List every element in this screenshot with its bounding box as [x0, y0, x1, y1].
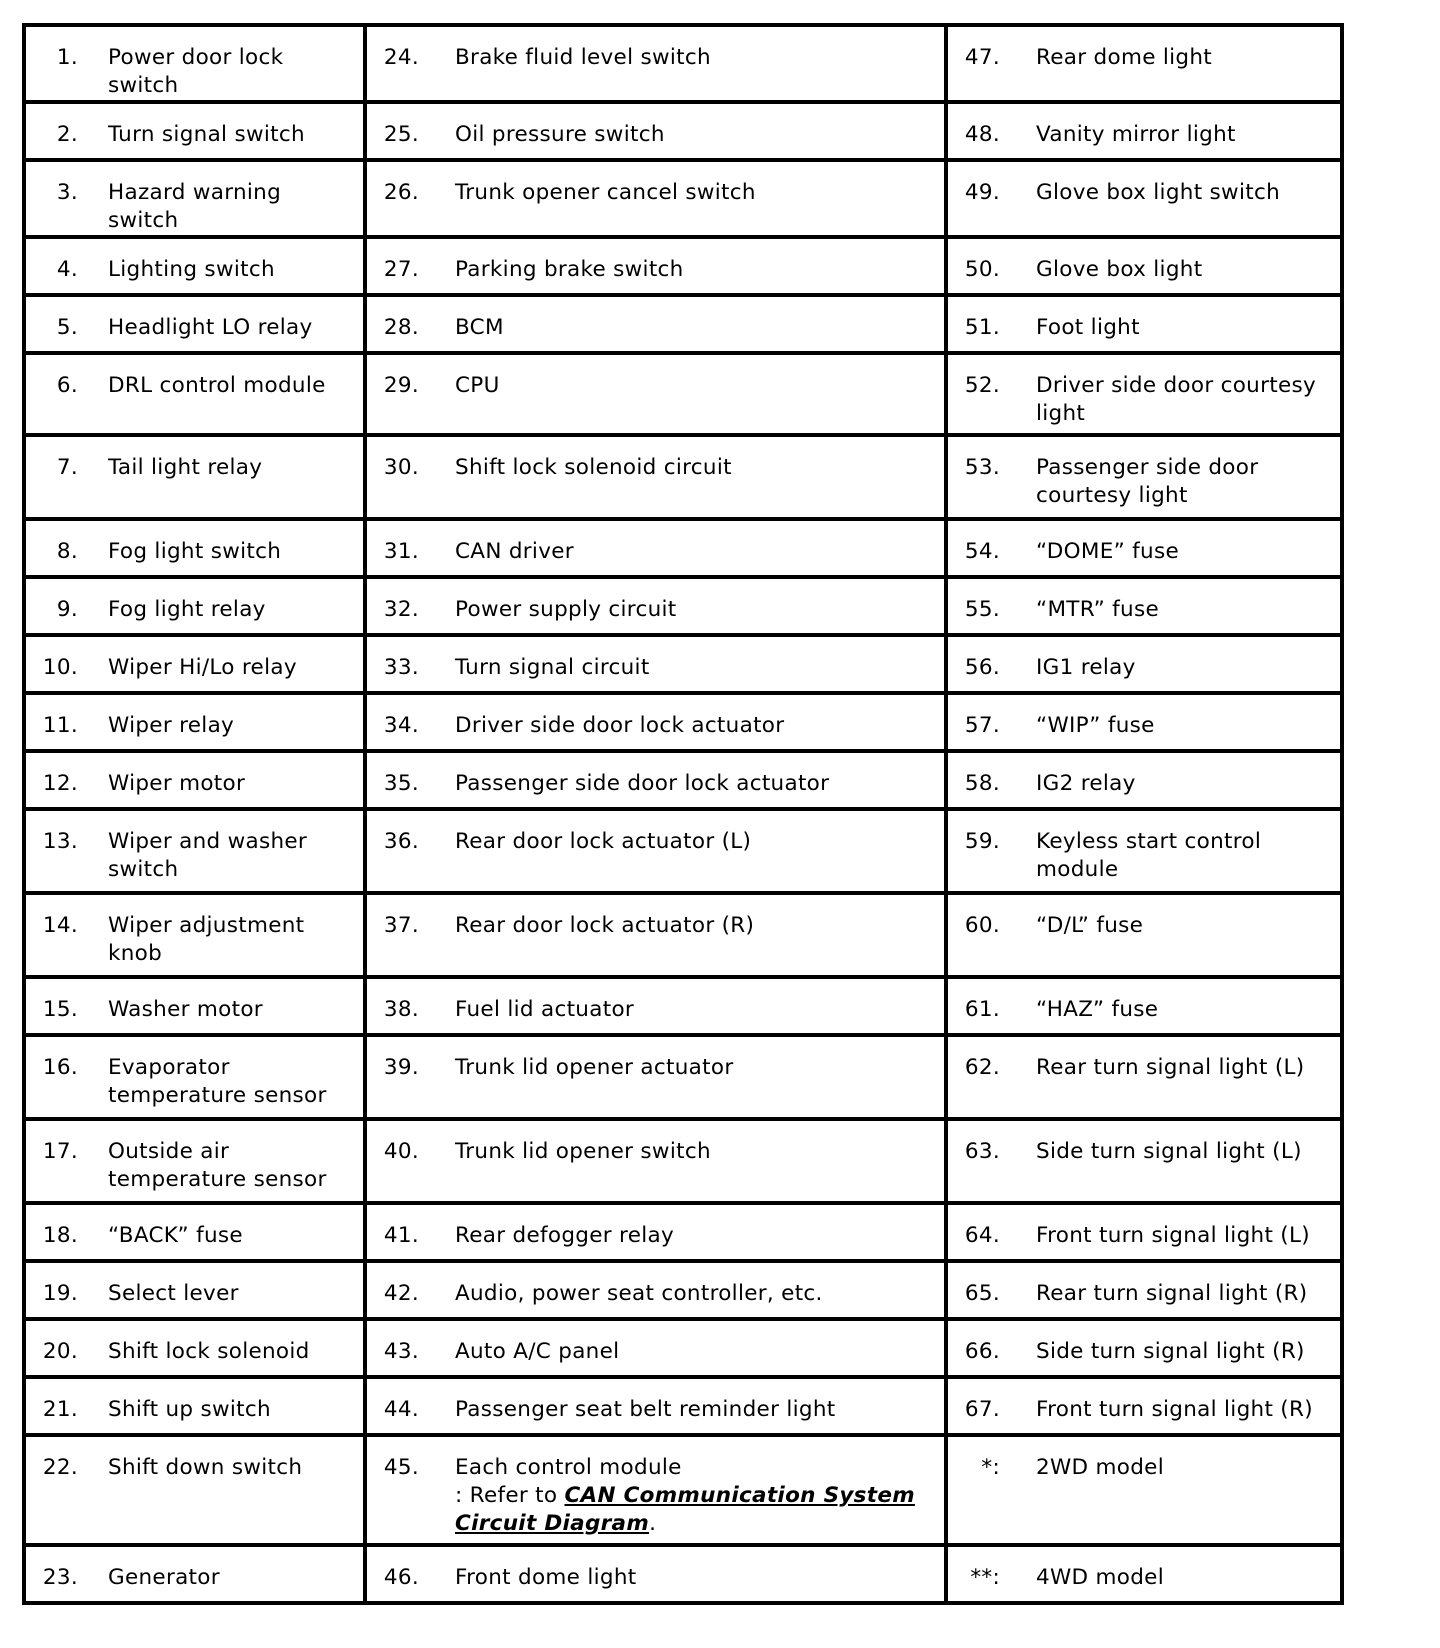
legend-cell [24, 893, 365, 977]
legend-row [24, 435, 1342, 519]
item-label: Rear dome light [1036, 45, 1213, 70]
item-number: 48. [964, 122, 1000, 147]
legend-cell [24, 1377, 365, 1435]
item-number: 52. [964, 373, 1000, 398]
item-label: Shift lock solenoid circuit [455, 455, 732, 480]
item-number: 4. [56, 257, 78, 282]
item-number: 5. [56, 315, 78, 340]
item-label: Brake fluid level switch [455, 45, 711, 70]
legend-cell [946, 435, 1342, 519]
item-label: Wiper motor [108, 771, 246, 796]
item-label: Wiper relay [108, 713, 235, 738]
legend-cell [24, 102, 365, 160]
item-label: Fuel lid actuator [455, 997, 635, 1022]
legend-row [24, 1035, 1342, 1119]
item-number: 41. [383, 1223, 419, 1248]
item-number: 6. [56, 373, 78, 398]
item-label: Front turn signal light (L) [1036, 1223, 1310, 1248]
legend-row [24, 353, 1342, 435]
item-number: 30. [383, 455, 419, 480]
item-number: 58. [964, 771, 1000, 796]
item-number: 28. [383, 315, 419, 340]
item-label: Shift down switch [108, 1455, 303, 1480]
legend-row [24, 577, 1342, 635]
item-number: 53. [964, 455, 1000, 480]
item-number: 8. [56, 539, 78, 564]
item-label: Turn signal switch [108, 122, 305, 147]
item-number: 64. [964, 1223, 1000, 1248]
item-number: 1. [56, 45, 78, 70]
item-label: Front dome light [455, 1565, 637, 1590]
item-label: Driver side door lock actuator [455, 713, 785, 738]
legend-cell [946, 635, 1342, 693]
legend-cell [365, 751, 946, 809]
item-label: “DOME” fuse [1036, 539, 1179, 564]
item-label: Side turn signal light (L) [1036, 1139, 1302, 1164]
legend-cell [365, 977, 946, 1035]
item-number: 7. [56, 455, 78, 480]
item-number: 25. [383, 122, 419, 147]
legend-cell [365, 25, 946, 102]
item-number: 65. [964, 1281, 1000, 1306]
item-label: Rear door lock actuator (L) [455, 829, 752, 854]
item-label: Audio, power seat controller, etc. [455, 1281, 823, 1306]
legend-cell [946, 809, 1342, 893]
item-label: Fog light switch [108, 539, 282, 564]
item-label: 2WD model [1036, 1455, 1164, 1480]
item-number: 40. [383, 1139, 419, 1164]
item-number: 49. [964, 180, 1000, 205]
legend-row [24, 635, 1342, 693]
item-label: Shift up switch [108, 1397, 271, 1422]
item-number: 15. [42, 997, 78, 1022]
legend-cell [24, 1261, 365, 1319]
item-number: 56. [964, 655, 1000, 680]
item-number: 32. [383, 597, 419, 622]
component-legend-table [22, 23, 1344, 1605]
item-number: 44. [383, 1397, 419, 1422]
item-number: 50. [964, 257, 1000, 282]
item-label: Trunk lid opener switch [455, 1139, 711, 1164]
item-label: Glove box light switch [1036, 180, 1280, 205]
legend-cell [365, 809, 946, 893]
item-label: Passenger side door lock actuator [455, 771, 830, 796]
item-label: BCM [455, 315, 504, 340]
item-label: Oil pressure switch [455, 122, 665, 147]
item-label: Parking brake switch [455, 257, 684, 282]
item-label: Wiper and washer switch [108, 829, 308, 882]
item-label: Wiper Hi/Lo relay [108, 655, 297, 680]
item-label: Tail light relay [108, 455, 263, 480]
item-label: CAN driver [455, 539, 574, 564]
legend-cell [946, 102, 1342, 160]
legend-cell [24, 635, 365, 693]
legend-cell [24, 1203, 365, 1261]
legend-cell [946, 1119, 1342, 1203]
legend-cell [946, 751, 1342, 809]
item-label: Trunk lid opener actuator [455, 1055, 734, 1080]
legend-cell [24, 1435, 365, 1545]
item-number: 17. [42, 1139, 78, 1164]
legend-row [24, 977, 1342, 1035]
legend-cell [946, 893, 1342, 977]
legend-cell [946, 1435, 1342, 1545]
item-label: Driver side door courtesy light [1036, 373, 1317, 426]
legend-cell [365, 1035, 946, 1119]
legend-row [24, 1545, 1342, 1603]
item-number: 43. [383, 1339, 419, 1364]
legend-cell [946, 977, 1342, 1035]
item-label: Foot light [1036, 315, 1140, 340]
legend-row [24, 1377, 1342, 1435]
legend-cell [365, 237, 946, 295]
legend-row [24, 1203, 1342, 1261]
item-number: 61. [964, 997, 1000, 1022]
item-number: 45. [383, 1455, 419, 1480]
legend-cell [24, 160, 365, 237]
legend-cell [365, 893, 946, 977]
item-number: 38. [383, 997, 419, 1022]
reference-note [455, 1482, 938, 1538]
item-number: 39. [383, 1055, 419, 1080]
item-label: Rear turn signal light (R) [1036, 1281, 1308, 1306]
legend-cell [24, 237, 365, 295]
item-label: Shift lock solenoid [108, 1339, 310, 1364]
legend-cell [946, 1261, 1342, 1319]
legend-cell [365, 1545, 946, 1603]
legend-row [24, 751, 1342, 809]
item-label: IG1 relay [1036, 655, 1136, 680]
item-number: 12. [42, 771, 78, 796]
item-number: 22. [42, 1455, 78, 1480]
item-number: 60. [964, 913, 1000, 938]
item-label: “BACK” fuse [108, 1223, 243, 1248]
item-label: Front turn signal light (R) [1036, 1397, 1313, 1422]
item-number: 21. [42, 1397, 78, 1422]
item-label: Rear turn signal light (L) [1036, 1055, 1305, 1080]
legend-cell [946, 295, 1342, 353]
item-label: Washer motor [108, 997, 263, 1022]
item-number: 14. [42, 913, 78, 938]
legend-row [24, 519, 1342, 577]
item-number: 51. [964, 315, 1000, 340]
item-number: 34. [383, 713, 419, 738]
item-number: 54. [964, 539, 1000, 564]
item-number: *: [981, 1455, 1000, 1480]
legend-cell [24, 693, 365, 751]
legend-cell [946, 25, 1342, 102]
item-number: 19. [42, 1281, 78, 1306]
item-number: 27. [383, 257, 419, 282]
item-number: 13. [42, 829, 78, 854]
item-label: Headlight LO relay [108, 315, 313, 340]
item-number: 3. [56, 180, 78, 205]
legend-cell [365, 353, 946, 435]
item-label: Wiper adjustment knob [108, 913, 305, 966]
legend-cell [365, 577, 946, 635]
item-label: Fog light relay [108, 597, 266, 622]
legend-row [24, 809, 1342, 893]
legend-row [24, 237, 1342, 295]
legend-cell [365, 693, 946, 751]
item-number: 47. [964, 45, 1000, 70]
legend-row [24, 160, 1342, 237]
item-number: 26. [383, 180, 419, 205]
item-number: 37. [383, 913, 419, 938]
legend-cell [946, 1035, 1342, 1119]
item-number: 62. [964, 1055, 1000, 1080]
legend-row [24, 1319, 1342, 1377]
item-number: 42. [383, 1281, 419, 1306]
can-diagram-link[interactable]: CAN Communication System Circuit Diagram [455, 1483, 915, 1536]
legend-cell [946, 519, 1342, 577]
item-label: “WIP” fuse [1036, 713, 1155, 738]
reference-suffix: . [649, 1511, 657, 1536]
legend-row [24, 1119, 1342, 1203]
legend-cell [24, 751, 365, 809]
item-label: Side turn signal light (R) [1036, 1339, 1305, 1364]
legend-cell [365, 1203, 946, 1261]
item-label: “HAZ” fuse [1036, 997, 1159, 1022]
item-number: 11. [42, 713, 78, 738]
legend-cell [365, 635, 946, 693]
legend-cell [24, 809, 365, 893]
legend-row [24, 893, 1342, 977]
legend-cell [24, 25, 365, 102]
item-number: 67. [964, 1397, 1000, 1422]
item-label: Keyless start control module [1036, 829, 1262, 882]
legend-cell [946, 1319, 1342, 1377]
legend-cell [365, 1119, 946, 1203]
legend-cell [946, 1545, 1342, 1603]
legend-cell [946, 160, 1342, 237]
legend-cell [24, 577, 365, 635]
legend-cell [365, 1435, 946, 1545]
item-label: Passenger side door courtesy light [1036, 455, 1259, 508]
legend-cell [365, 1377, 946, 1435]
legend-cell [365, 435, 946, 519]
item-label: IG2 relay [1036, 771, 1136, 796]
item-label: “D/L” fuse [1036, 913, 1144, 938]
item-number: 35. [383, 771, 419, 796]
legend-row [24, 295, 1342, 353]
item-number: 10. [42, 655, 78, 680]
legend-cell [24, 353, 365, 435]
item-label: Glove box light [1036, 257, 1203, 282]
reference-prefix: : Refer to [455, 1483, 565, 1508]
item-number: 59. [964, 829, 1000, 854]
item-label: Evaporator temperature sensor [108, 1055, 327, 1108]
item-label: Select lever [108, 1281, 239, 1306]
legend-cell [365, 519, 946, 577]
item-label: Rear defogger relay [455, 1223, 675, 1248]
item-number: **: [970, 1565, 1000, 1590]
legend-body [24, 25, 1342, 1603]
legend-row [24, 693, 1342, 751]
item-label: Rear door lock actuator (R) [455, 913, 755, 938]
item-label: Auto A/C panel [455, 1339, 620, 1364]
legend-cell [24, 1119, 365, 1203]
item-number: 33. [383, 655, 419, 680]
legend-cell [24, 519, 365, 577]
legend-row [24, 1435, 1342, 1545]
legend-cell [365, 1261, 946, 1319]
legend-cell [365, 295, 946, 353]
legend-row [24, 102, 1342, 160]
item-number: 31. [383, 539, 419, 564]
item-label: Each control module [455, 1455, 682, 1480]
item-label: Outside air temperature sensor [108, 1139, 327, 1192]
item-label: Power door lock switch [108, 45, 284, 98]
item-number: 16. [42, 1055, 78, 1080]
item-label: Turn signal circuit [455, 655, 650, 680]
item-number: 63. [964, 1139, 1000, 1164]
item-number: 24. [383, 45, 419, 70]
legend-cell [365, 102, 946, 160]
item-label: Hazard warning switch [108, 180, 282, 233]
item-label: 4WD model [1036, 1565, 1164, 1590]
item-label: Generator [108, 1565, 220, 1590]
legend-cell [24, 1319, 365, 1377]
legend-cell [946, 1203, 1342, 1261]
item-label: DRL control module [108, 373, 326, 398]
legend-cell [24, 295, 365, 353]
item-label: CPU [455, 373, 500, 398]
legend-cell [946, 1377, 1342, 1435]
legend-cell [365, 160, 946, 237]
item-number: 9. [56, 597, 78, 622]
item-label: Vanity mirror light [1036, 122, 1236, 147]
legend-cell [946, 237, 1342, 295]
item-number: 36. [383, 829, 419, 854]
legend-cell [24, 977, 365, 1035]
item-label: Passenger seat belt reminder light [455, 1397, 836, 1422]
item-number: 2. [56, 122, 78, 147]
item-label: Trunk opener cancel switch [455, 180, 756, 205]
legend-cell [946, 577, 1342, 635]
legend-cell [24, 435, 365, 519]
legend-row [24, 25, 1342, 102]
item-number: 20. [42, 1339, 78, 1364]
item-number: 29. [383, 373, 419, 398]
item-number: 18. [42, 1223, 78, 1248]
legend-cell [24, 1545, 365, 1603]
legend-cell [946, 353, 1342, 435]
item-number: 66. [964, 1339, 1000, 1364]
item-number: 23. [42, 1565, 78, 1590]
item-label: Power supply circuit [455, 597, 677, 622]
legend-cell [24, 1035, 365, 1119]
item-number: 55. [964, 597, 1000, 622]
legend-cell [946, 693, 1342, 751]
legend-row [24, 1261, 1342, 1319]
item-label: “MTR” fuse [1036, 597, 1159, 622]
legend-cell [365, 1319, 946, 1377]
item-number: 57. [964, 713, 1000, 738]
item-number: 46. [383, 1565, 419, 1590]
item-label: Lighting switch [108, 257, 275, 282]
